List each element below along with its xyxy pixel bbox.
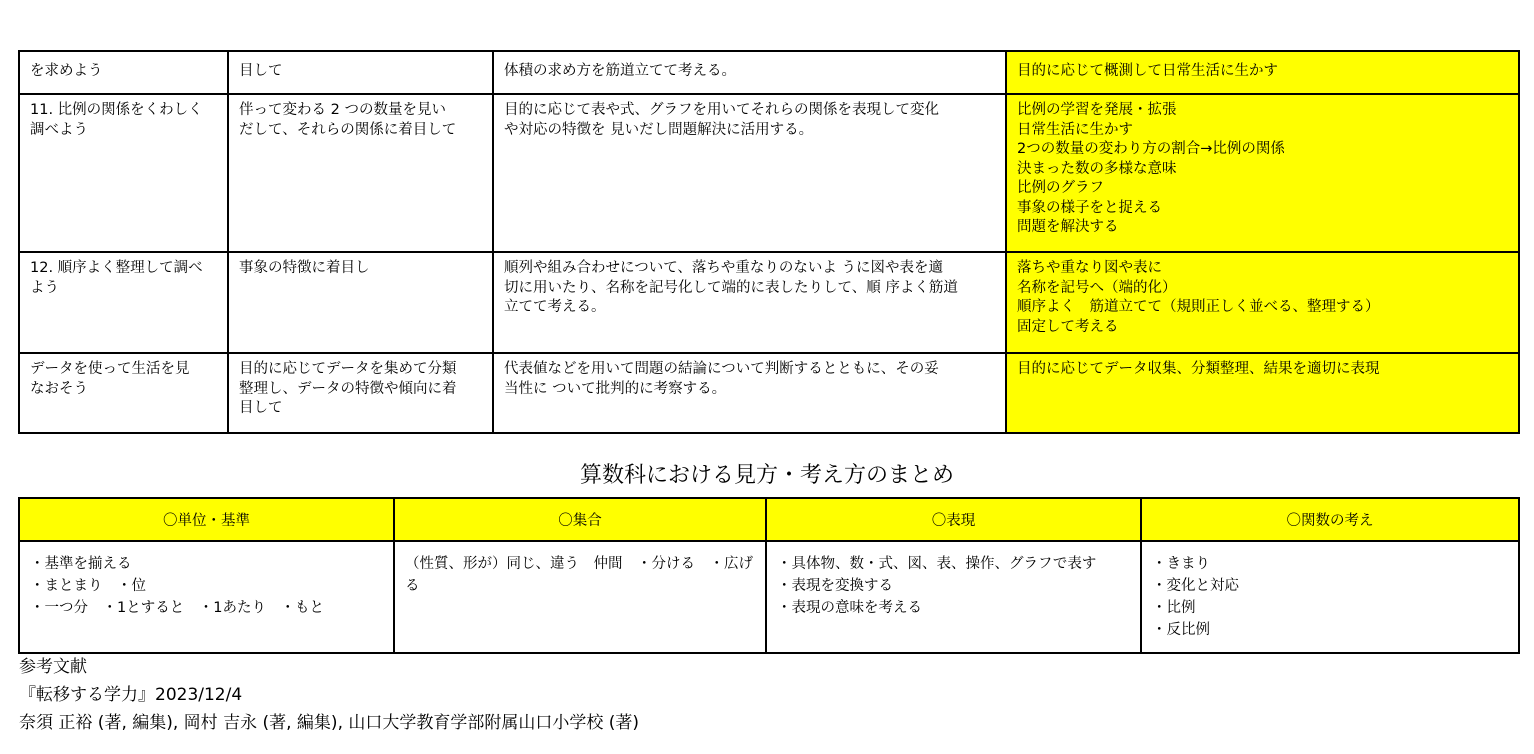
goal-cell: 順列や組み合わせについて、落ちや重なりのないよ うに図や表を適 切に用いたり、名称を記号化して端的に表したりして、順 序よく筋道 立てて考える。 (493, 252, 1006, 353)
unit-cell: データを使って生活を見 なおそう (19, 353, 228, 433)
summary-title: 算数科における見方・考え方のまとめ (579, 463, 954, 488)
summary-table (18, 497, 1520, 654)
goal-cell: 代表値などを用いて問題の結論について判断するとともに、その妥 当性に ついて批判的に考察する。 (493, 353, 1006, 433)
references-heading: 参考文献 (19, 657, 87, 677)
unit-cell: 12. 順序よく整理して調べ よう (19, 252, 228, 353)
table-row (19, 94, 1519, 252)
header-function-thinking: 〇関数の考え (1141, 498, 1519, 541)
header-representation: 〇表現 (766, 498, 1141, 541)
focus-cell: 伴って変わる 2 つの数量を見い だして、それらの関係に着目して (228, 94, 493, 252)
table-row (19, 353, 1519, 433)
cell-set: （性質、形が）同じ、違う 仲間 ・分ける ・広げる (394, 541, 766, 653)
table-row (19, 51, 1519, 94)
cell-function-thinking: ・きまり ・変化と対応 ・比例 ・反比例 (1141, 541, 1519, 653)
view-cell: 目的に応じて概測して日常生活に生かす (1006, 51, 1519, 94)
header-set: 〇集合 (394, 498, 766, 541)
unit-cell: 11. 比例の関係をくわしく 調べよう (19, 94, 228, 252)
focus-cell: 目して (228, 51, 493, 94)
reference-book: 『転移する学力』2023/12/4 (19, 685, 243, 705)
reference-authors: 奈須 正裕 (著, 編集), 岡村 吉永 (著, 編集), 山口大学教育学部附属山口小学校 (著) (19, 713, 640, 733)
focus-cell: 事象の特徴に着目し (228, 252, 493, 353)
cell-representation: ・具体物、数・式、図、表、操作、グラフで表す ・表現を変換する ・表現の意味を考える (766, 541, 1141, 653)
unit-cell: を求めよう (19, 51, 228, 94)
cell-unit-basis: ・基準を揃える ・まとまり ・位 ・一つ分 ・1とすると ・1あたり ・もと (19, 541, 394, 653)
lesson-table (18, 50, 1520, 434)
goal-cell: 体積の求め方を筋道立てて考える。 (493, 51, 1006, 94)
goal-cell: 目的に応じて表や式、グラフを用いてそれらの関係を表現して変化 や対応の特徴を 見いだし問題解決に活用する。 (493, 94, 1006, 252)
table-row (19, 252, 1519, 353)
view-cell: 落ちや重なり図や表に 名称を記号へ（端的化） 順序よく 筋道立てて（規則正しく並べる、整理する） 固定して考える (1006, 252, 1519, 353)
summary-header-row (19, 498, 1519, 541)
header-unit-basis: 〇単位・基準 (19, 498, 394, 541)
view-cell: 比例の学習を発展・拡張 日常生活に生かす 2つの数量の変わり方の割合→比例の関係 決まった数の多様な意味 比例のグラフ 事象の様子をと捉える 問題を解決する (1006, 94, 1519, 252)
view-cell: 目的に応じてデータ収集、分類整理、結果を適切に表現 (1006, 353, 1519, 433)
summary-body-row (19, 541, 1519, 653)
focus-cell: 目的に応じてデータを集めて分類 整理し、データの特徴や傾向に着 目して (228, 353, 493, 433)
